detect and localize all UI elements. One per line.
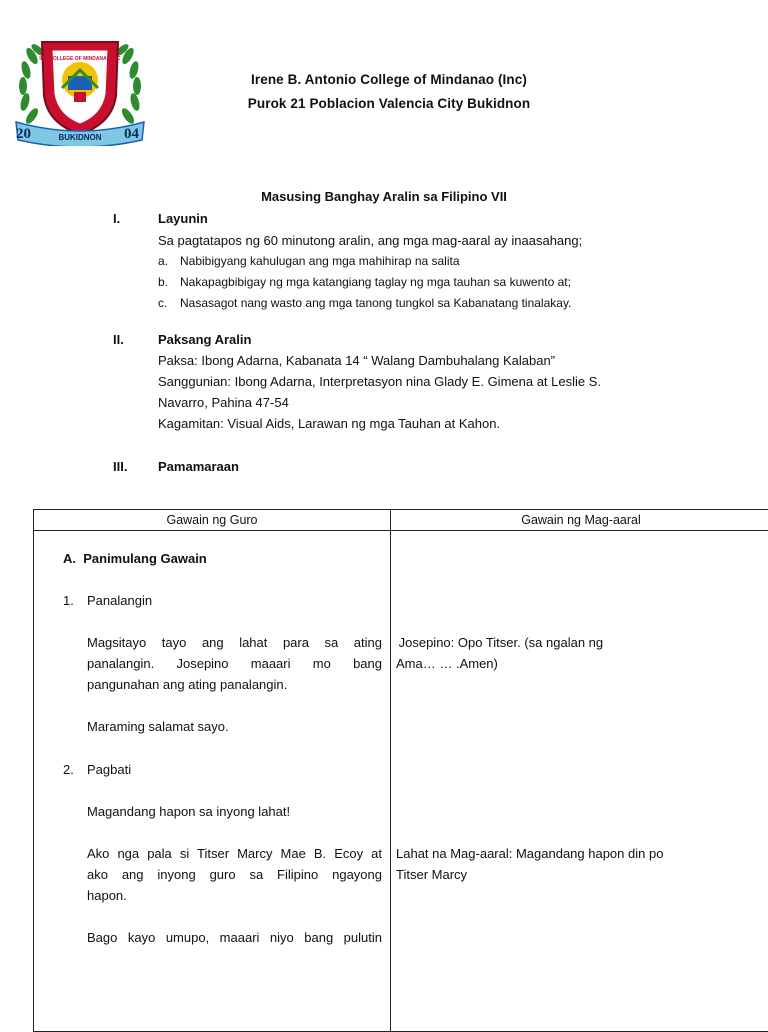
objective-letter: a. <box>158 254 180 268</box>
response-1-line-2: Ama… … .Amen) <box>396 653 498 674</box>
seal-year-right: 04 <box>124 126 140 142</box>
school-name: Irene B. Antonio College of Mindanao (Inc) <box>5 72 768 87</box>
objective-text: Nakapagbibigay ng mga katangiang taglay ng mga tauhan sa kuwento at; <box>180 275 571 289</box>
item-2-title: Pagbati <box>87 759 131 780</box>
school-seal-logo <box>12 36 148 146</box>
bago-line: Bago kayo umupo, maaari niyo bang pulutin <box>87 927 382 948</box>
pagbati-line-1: Ako nga pala si Titser Marcy Mae B. Ecoy at <box>87 843 382 864</box>
document-title: Masusing Banghay Aralin sa Filipino VII <box>0 189 768 204</box>
objective-c <box>158 296 571 310</box>
section-1-intro: Sa pagtatapos ng 60 minutong aralin, ang mga mag-aaral ay inaasahang; <box>158 233 582 248</box>
section-2-numeral: II. <box>113 332 124 347</box>
pagbati-line-3: hapon. <box>87 885 127 906</box>
objective-letter: b. <box>158 275 180 289</box>
section-2-title: Paksang Aralin <box>158 332 251 347</box>
seal-year-left: 20 <box>16 126 31 142</box>
lesson-plan-table <box>33 509 768 1032</box>
table-row <box>34 531 768 1032</box>
response-2-line-2: Titser Marcy <box>396 864 467 885</box>
panalangin-line-2: panalangin. Josepino maaari mo bang <box>87 653 382 674</box>
item-1-number: 1. <box>63 590 74 611</box>
section-a-heading: A. Panimulang Gawain <box>63 548 207 569</box>
seal-place: BUKIDNON <box>58 133 101 142</box>
section-3-title: Pamamaraan <box>158 459 239 474</box>
sanggunian-line-1: Sanggunian: Ibong Adarna, Interpretasyon nina Glady E. Gimena at Leslie S. <box>158 374 601 389</box>
table-header-row <box>34 510 768 531</box>
response-2-line-1: Lahat na Mag-aaral: Magandang hapon din po <box>396 843 663 864</box>
item-1-title: Panalangin <box>87 590 152 611</box>
section-1-title: Layunin <box>158 211 208 226</box>
paksa-line: Paksa: Ibong Adarna, Kabanata 14 “ Walang Dambuhalang Kalaban” <box>158 353 555 368</box>
objective-b <box>158 275 571 289</box>
objective-text: Nabibigyang kahulugan ang mga mahihirap na salita <box>180 254 460 268</box>
salamat-line: Maraming salamat sayo. <box>87 716 229 737</box>
magaaral-cell <box>391 531 768 1032</box>
pagbati-line-2: ako ang inyong guro sa Filipino ngayong <box>87 864 382 885</box>
section-1-numeral: I. <box>113 211 120 226</box>
response-1-line-1: Josepino: Opo Titser. (sa ngalan ng <box>395 632 603 653</box>
school-address: Purok 21 Poblacion Valencia City Bukidnon <box>5 96 768 111</box>
panalangin-line-3: pangunahan ang ating panalangin. <box>87 674 287 695</box>
magandang-line: Magandang hapon sa inyong lahat! <box>87 801 290 822</box>
objective-a <box>158 254 460 268</box>
item-2-number: 2. <box>63 759 74 780</box>
panalangin-line-1: Magsitayo tayo ang lahat para sa ating <box>87 632 382 653</box>
header-guro: Gawain ng Guro <box>34 510 391 531</box>
sanggunian-line-2: Navarro, Pahina 47-54 <box>158 395 289 410</box>
seal-text: IBA COLLEGE OF MINDANAO INC <box>39 56 121 62</box>
guro-cell <box>34 531 391 1032</box>
kagamitan-line: Kagamitan: Visual Aids, Larawan ng mga Tauhan at Kahon. <box>158 416 500 431</box>
section-3-numeral: III. <box>113 459 127 474</box>
objective-letter: c. <box>158 296 180 310</box>
objective-text: Nasasagot nang wasto ang mga tanong tungkol sa Kabanatang tinalakay. <box>180 296 571 310</box>
header-magaaral: Gawain ng Mag-aaral <box>391 510 768 531</box>
